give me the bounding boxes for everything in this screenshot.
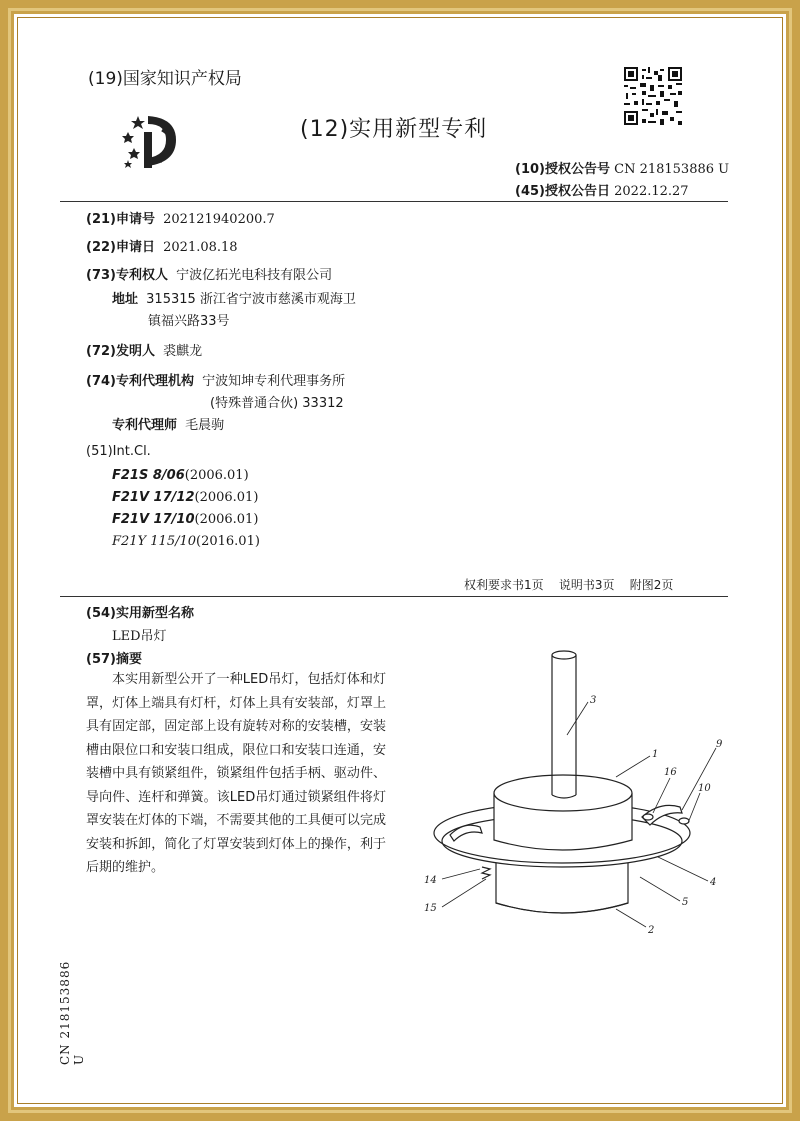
figure-label: 2 (648, 925, 655, 936)
pub-date-row (515, 180, 689, 199)
inventor-value: 裘麒龙 (163, 344, 203, 359)
inventor-label: (72)发明人 (86, 344, 155, 359)
pub-date-label: (45)授权公告日 (515, 184, 610, 199)
agent-label: 专利代理师 (112, 418, 178, 433)
agency-line1: 宁波知坤专利代理事务所 (202, 374, 346, 389)
abstract-text: 本实用新型公开了一种LED吊灯，包括灯体和灯罩，灯体上端具有灯杆，灯体上具有安装部，灯罩上具有固定部，固定部上设有旋转对称的安装槽，安装槽由限位口和安装口组成，限位口和安装口连通，安装槽中具有锁紧组件，锁紧组件包括手柄、驱动件、导向件、连杆和弹簧。该LED吊灯通过锁紧组件将灯罩安装在灯体的下端，不需要其他的工具便可以完成安装和拆卸，简化了灯罩安装到灯体上的操作，利于后期的维护。 (86, 672, 386, 875)
utility-name-label: (54)实用新型名称 (86, 606, 194, 621)
agency-row (86, 370, 345, 389)
document-type: (12)实用新型专利 (300, 117, 488, 142)
office-name: (19)国家知识产权局 (88, 69, 242, 89)
intcl-item (112, 468, 249, 483)
biblio-divider (60, 596, 728, 597)
address-line1: 315315 浙江省宁波市慈溪市观海卫 (146, 292, 356, 307)
abstract-label: (57)摘要 (86, 652, 142, 667)
figure-label: 15 (424, 903, 437, 914)
intcl-label: (51)Int.Cl. (86, 444, 151, 459)
pub-date-value: 2022.12.27 (614, 184, 689, 199)
figure-label: 16 (664, 767, 677, 778)
pub-no-label: (10)授权公告号 (515, 162, 610, 177)
intcl-date: (2006.01) (194, 512, 259, 527)
header-divider (60, 201, 728, 202)
address-row (112, 288, 356, 307)
agency-line2: (特殊普通合伙) 33312 (210, 396, 344, 411)
intcl-code: F21S 8/06 (112, 468, 185, 483)
agency-label: (74)专利代理机构 (86, 374, 194, 389)
figure-label: 4 (710, 877, 717, 888)
figure-label: 10 (698, 783, 711, 794)
intcl-code: F21Y 115/10 (112, 534, 197, 549)
intcl-item (112, 534, 260, 549)
intcl-date: (2006.01) (194, 490, 259, 505)
inventor-row (86, 340, 202, 359)
intcl-code: F21V 17/12 (112, 490, 195, 505)
figure-label: 14 (424, 875, 437, 886)
intcl-date: (2006.01) (184, 468, 249, 483)
page-counts: 权利要求书1页 说明书3页 附图2页 (464, 578, 674, 592)
agent-value: 毛晨驹 (185, 418, 225, 433)
holder-label: (73)专利权人 (86, 268, 168, 283)
app-date-value: 2021.08.18 (163, 240, 238, 255)
side-pub-number: CN 218153886 U (58, 960, 86, 1065)
figure-label: 3 (590, 695, 597, 706)
utility-name-value: LED吊灯 (112, 629, 167, 644)
app-no-value: 202121940200.7 (163, 212, 275, 227)
qr-code-icon[interactable] (624, 67, 682, 125)
app-date-label: (22)申请日 (86, 240, 155, 255)
intcl-code: F21V 17/10 (112, 512, 195, 527)
intcl-date: (2016.01) (196, 534, 260, 549)
led-pendant-figure (420, 645, 730, 945)
figure-label: 9 (716, 739, 723, 750)
address-line2: 镇福兴路33号 (148, 314, 230, 329)
app-date-row (86, 236, 238, 255)
pub-no-value: CN 218153886 U (614, 162, 730, 177)
intcl-item (112, 490, 258, 505)
holder-value: 宁波亿拓光电科技有限公司 (176, 268, 333, 283)
intcl-item (112, 512, 258, 527)
figure-label: 5 (682, 897, 689, 908)
address-label: 地址 (112, 292, 139, 307)
app-no-label: (21)申请号 (86, 212, 155, 227)
holder-row (86, 264, 332, 283)
figure-label: 1 (652, 749, 659, 760)
pub-no-row (515, 158, 729, 177)
cnipa-logo-icon (118, 110, 188, 172)
agent-row (112, 414, 224, 433)
app-no-row (86, 208, 275, 227)
